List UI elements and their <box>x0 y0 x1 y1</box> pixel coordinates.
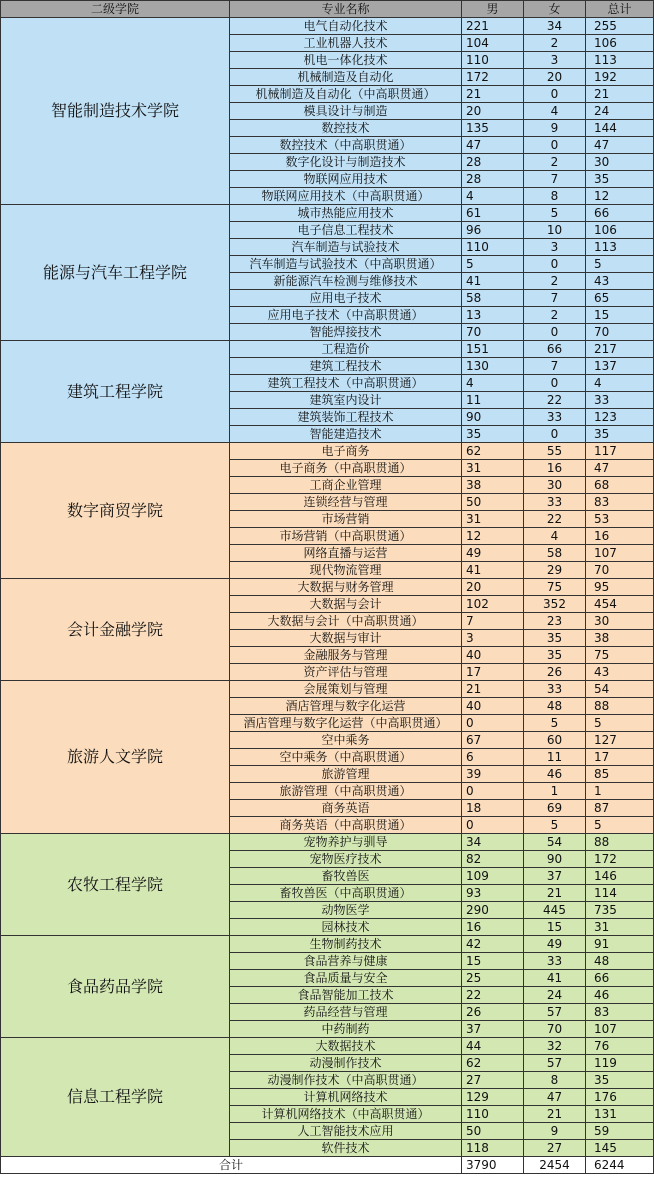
male-count: 0 <box>462 715 524 732</box>
female-count: 0 <box>524 137 586 154</box>
male-count: 15 <box>462 953 524 970</box>
major-name: 建筑室内设计 <box>230 392 462 409</box>
major-name: 物联网应用技术（中高职贯通） <box>230 188 462 205</box>
male-count: 44 <box>462 1038 524 1055</box>
total-count: 65 <box>586 290 654 307</box>
male-count: 31 <box>462 460 524 477</box>
total-count: 91 <box>586 936 654 953</box>
male-count: 28 <box>462 171 524 188</box>
total-count: 24 <box>586 103 654 120</box>
table-row <box>1 341 654 358</box>
major-name: 智能焊接技术 <box>230 324 462 341</box>
female-count: 37 <box>524 868 586 885</box>
total-count: 4 <box>586 375 654 392</box>
total-female: 2454 <box>524 1157 586 1174</box>
total-count: 88 <box>586 698 654 715</box>
total-count: 107 <box>586 1021 654 1038</box>
major-name: 汽车制造与试验技术 <box>230 239 462 256</box>
major-name: 数控技术 <box>230 120 462 137</box>
college-name: 旅游人文学院 <box>1 681 230 834</box>
male-count: 21 <box>462 86 524 103</box>
total-count: 12 <box>586 188 654 205</box>
male-count: 4 <box>462 375 524 392</box>
major-name: 动漫制作技术 <box>230 1055 462 1072</box>
major-name: 机电一体化技术 <box>230 52 462 69</box>
female-count: 27 <box>524 1140 586 1157</box>
female-count: 58 <box>524 545 586 562</box>
total-count: 106 <box>586 35 654 52</box>
female-count: 445 <box>524 902 586 919</box>
total-count: 176 <box>586 1089 654 1106</box>
female-count: 0 <box>524 375 586 392</box>
total-count: 127 <box>586 732 654 749</box>
college-name: 食品药品学院 <box>1 936 230 1038</box>
female-count: 26 <box>524 664 586 681</box>
total-count: 5 <box>586 256 654 273</box>
total-count: 35 <box>586 171 654 188</box>
male-count: 26 <box>462 1004 524 1021</box>
female-count: 5 <box>524 205 586 222</box>
total-count: 146 <box>586 868 654 885</box>
female-count: 24 <box>524 987 586 1004</box>
male-count: 93 <box>462 885 524 902</box>
male-count: 110 <box>462 239 524 256</box>
major-name: 电子信息工程技术 <box>230 222 462 239</box>
table-row <box>1 205 654 222</box>
major-name: 电气自动化技术 <box>230 18 462 35</box>
female-count: 49 <box>524 936 586 953</box>
college-name: 能源与汽车工程学院 <box>1 205 230 341</box>
total-count: 735 <box>586 902 654 919</box>
total-count: 35 <box>586 1072 654 1089</box>
female-count: 0 <box>524 256 586 273</box>
male-count: 4 <box>462 188 524 205</box>
male-count: 61 <box>462 205 524 222</box>
female-count: 2 <box>524 35 586 52</box>
female-count: 8 <box>524 188 586 205</box>
total-sum: 6244 <box>586 1157 654 1174</box>
male-count: 17 <box>462 664 524 681</box>
male-count: 27 <box>462 1072 524 1089</box>
male-count: 11 <box>462 392 524 409</box>
female-count: 34 <box>524 18 586 35</box>
major-name: 数控技术（中高职贯通） <box>230 137 462 154</box>
female-count: 47 <box>524 1089 586 1106</box>
female-count: 1 <box>524 783 586 800</box>
female-count: 23 <box>524 613 586 630</box>
header-female: 女 <box>524 1 586 18</box>
total-count: 35 <box>586 426 654 443</box>
total-count: 5 <box>586 715 654 732</box>
male-count: 151 <box>462 341 524 358</box>
total-count: 137 <box>586 358 654 375</box>
female-count: 0 <box>524 86 586 103</box>
total-row <box>1 1157 654 1174</box>
female-count: 32 <box>524 1038 586 1055</box>
male-count: 37 <box>462 1021 524 1038</box>
male-count: 50 <box>462 1123 524 1140</box>
major-name: 大数据技术 <box>230 1038 462 1055</box>
major-name: 工程造价 <box>230 341 462 358</box>
total-count: 43 <box>586 664 654 681</box>
male-count: 49 <box>462 545 524 562</box>
major-name: 建筑装饰工程技术 <box>230 409 462 426</box>
major-name: 计算机网络技术（中高职贯通） <box>230 1106 462 1123</box>
female-count: 7 <box>524 171 586 188</box>
female-count: 22 <box>524 392 586 409</box>
female-count: 0 <box>524 324 586 341</box>
female-count: 90 <box>524 851 586 868</box>
major-name: 资产评估与管理 <box>230 664 462 681</box>
major-name: 宠物医疗技术 <box>230 851 462 868</box>
total-count: 38 <box>586 630 654 647</box>
major-name: 网络直播与运营 <box>230 545 462 562</box>
male-count: 104 <box>462 35 524 52</box>
major-name: 食品智能加工技术 <box>230 987 462 1004</box>
total-count: 66 <box>586 970 654 987</box>
total-count: 30 <box>586 613 654 630</box>
total-count: 46 <box>586 987 654 1004</box>
male-count: 40 <box>462 698 524 715</box>
major-name: 园林技术 <box>230 919 462 936</box>
major-name: 工商企业管理 <box>230 477 462 494</box>
male-count: 110 <box>462 52 524 69</box>
male-count: 0 <box>462 783 524 800</box>
major-name: 动物医学 <box>230 902 462 919</box>
male-count: 62 <box>462 1055 524 1072</box>
major-name: 宠物养护与驯导 <box>230 834 462 851</box>
female-count: 352 <box>524 596 586 613</box>
female-count: 33 <box>524 953 586 970</box>
female-count: 30 <box>524 477 586 494</box>
female-count: 55 <box>524 443 586 460</box>
female-count: 2 <box>524 154 586 171</box>
female-count: 33 <box>524 409 586 426</box>
major-name: 计算机网络技术 <box>230 1089 462 1106</box>
male-count: 40 <box>462 647 524 664</box>
total-count: 117 <box>586 443 654 460</box>
female-count: 3 <box>524 239 586 256</box>
total-count: 255 <box>586 18 654 35</box>
total-count: 30 <box>586 154 654 171</box>
male-count: 25 <box>462 970 524 987</box>
male-count: 110 <box>462 1106 524 1123</box>
major-name: 大数据与会计（中高职贯通） <box>230 613 462 630</box>
female-count: 0 <box>524 426 586 443</box>
female-count: 4 <box>524 103 586 120</box>
major-name: 汽车制造与试验技术（中高职贯通） <box>230 256 462 273</box>
table-row <box>1 443 654 460</box>
total-count: 54 <box>586 681 654 698</box>
male-count: 70 <box>462 324 524 341</box>
major-name: 软件技术 <box>230 1140 462 1157</box>
college-name: 信息工程学院 <box>1 1038 230 1157</box>
total-count: 88 <box>586 834 654 851</box>
male-count: 35 <box>462 426 524 443</box>
major-name: 应用电子技术 <box>230 290 462 307</box>
table-row <box>1 936 654 953</box>
male-count: 62 <box>462 443 524 460</box>
total-count: 66 <box>586 205 654 222</box>
total-count: 87 <box>586 800 654 817</box>
total-count: 192 <box>586 69 654 86</box>
total-count: 85 <box>586 766 654 783</box>
total-count: 172 <box>586 851 654 868</box>
male-count: 102 <box>462 596 524 613</box>
major-name: 应用电子技术（中高职贯通） <box>230 307 462 324</box>
male-count: 5 <box>462 256 524 273</box>
male-count: 21 <box>462 681 524 698</box>
total-count: 59 <box>586 1123 654 1140</box>
female-count: 54 <box>524 834 586 851</box>
table-row <box>1 681 654 698</box>
major-name: 电子商务 <box>230 443 462 460</box>
male-count: 0 <box>462 817 524 834</box>
major-name: 城市热能应用技术 <box>230 205 462 222</box>
total-count: 107 <box>586 545 654 562</box>
major-name: 空中乘务 <box>230 732 462 749</box>
major-name: 物联网应用技术 <box>230 171 462 188</box>
total-count: 17 <box>586 749 654 766</box>
major-name: 金融服务与管理 <box>230 647 462 664</box>
major-name: 建筑工程技术 <box>230 358 462 375</box>
female-count: 60 <box>524 732 586 749</box>
major-name: 市场营销（中高职贯通） <box>230 528 462 545</box>
total-count: 83 <box>586 494 654 511</box>
major-name: 大数据与财务管理 <box>230 579 462 596</box>
female-count: 15 <box>524 919 586 936</box>
male-count: 82 <box>462 851 524 868</box>
female-count: 29 <box>524 562 586 579</box>
male-count: 41 <box>462 273 524 290</box>
header-major: 专业名称 <box>230 1 462 18</box>
table-row <box>1 18 654 35</box>
major-name: 大数据与会计 <box>230 596 462 613</box>
total-count: 113 <box>586 52 654 69</box>
total-count: 106 <box>586 222 654 239</box>
male-count: 221 <box>462 18 524 35</box>
male-count: 20 <box>462 103 524 120</box>
female-count: 7 <box>524 290 586 307</box>
female-count: 57 <box>524 1004 586 1021</box>
major-name: 药品经营与管理 <box>230 1004 462 1021</box>
major-name: 智能建造技术 <box>230 426 462 443</box>
major-name: 人工智能技术应用 <box>230 1123 462 1140</box>
female-count: 70 <box>524 1021 586 1038</box>
total-count: 1 <box>586 783 654 800</box>
major-name: 连锁经营与管理 <box>230 494 462 511</box>
total-count: 217 <box>586 341 654 358</box>
male-count: 47 <box>462 137 524 154</box>
total-count: 48 <box>586 953 654 970</box>
table-body <box>1 18 654 1157</box>
female-count: 35 <box>524 630 586 647</box>
major-name: 商务英语 <box>230 800 462 817</box>
total-count: 75 <box>586 647 654 664</box>
major-name: 商务英语（中高职贯通） <box>230 817 462 834</box>
total-count: 15 <box>586 307 654 324</box>
major-name: 市场营销 <box>230 511 462 528</box>
female-count: 9 <box>524 120 586 137</box>
total-count: 31 <box>586 919 654 936</box>
total-count: 123 <box>586 409 654 426</box>
total-label: 合计 <box>1 1157 462 1174</box>
male-count: 38 <box>462 477 524 494</box>
male-count: 96 <box>462 222 524 239</box>
male-count: 20 <box>462 579 524 596</box>
major-name: 旅游管理 <box>230 766 462 783</box>
female-count: 35 <box>524 647 586 664</box>
major-name: 食品质量与安全 <box>230 970 462 987</box>
total-count: 68 <box>586 477 654 494</box>
female-count: 33 <box>524 494 586 511</box>
male-count: 3 <box>462 630 524 647</box>
female-count: 20 <box>524 69 586 86</box>
female-count: 8 <box>524 1072 586 1089</box>
male-count: 7 <box>462 613 524 630</box>
male-count: 58 <box>462 290 524 307</box>
table-row <box>1 1038 654 1055</box>
male-count: 42 <box>462 936 524 953</box>
header-college: 二级学院 <box>1 1 230 18</box>
female-count: 4 <box>524 528 586 545</box>
major-name: 中药制药 <box>230 1021 462 1038</box>
female-count: 5 <box>524 715 586 732</box>
college-name: 农牧工程学院 <box>1 834 230 936</box>
female-count: 5 <box>524 817 586 834</box>
major-name: 数字化设计与制造技术 <box>230 154 462 171</box>
male-count: 16 <box>462 919 524 936</box>
female-count: 48 <box>524 698 586 715</box>
table-row <box>1 579 654 596</box>
female-count: 16 <box>524 460 586 477</box>
male-count: 34 <box>462 834 524 851</box>
major-name: 会展策划与管理 <box>230 681 462 698</box>
male-count: 67 <box>462 732 524 749</box>
male-count: 109 <box>462 868 524 885</box>
total-count: 16 <box>586 528 654 545</box>
female-count: 7 <box>524 358 586 375</box>
major-name: 动漫制作技术（中高职贯通） <box>230 1072 462 1089</box>
total-count: 47 <box>586 137 654 154</box>
total-count: 5 <box>586 817 654 834</box>
total-count: 454 <box>586 596 654 613</box>
total-count: 53 <box>586 511 654 528</box>
female-count: 11 <box>524 749 586 766</box>
total-count: 43 <box>586 273 654 290</box>
major-name: 机械制造及自动化（中高职贯通） <box>230 86 462 103</box>
college-name: 数字商贸学院 <box>1 443 230 579</box>
female-count: 46 <box>524 766 586 783</box>
male-count: 172 <box>462 69 524 86</box>
female-count: 22 <box>524 511 586 528</box>
male-count: 90 <box>462 409 524 426</box>
total-count: 144 <box>586 120 654 137</box>
header-male: 男 <box>462 1 524 18</box>
male-count: 6 <box>462 749 524 766</box>
major-name: 畜牧兽医（中高职贯通） <box>230 885 462 902</box>
female-count: 41 <box>524 970 586 987</box>
major-name: 旅游管理（中高职贯通） <box>230 783 462 800</box>
female-count: 69 <box>524 800 586 817</box>
female-count: 10 <box>524 222 586 239</box>
female-count: 75 <box>524 579 586 596</box>
female-count: 57 <box>524 1055 586 1072</box>
college-name: 会计金融学院 <box>1 579 230 681</box>
college-name: 建筑工程学院 <box>1 341 230 443</box>
total-count: 70 <box>586 324 654 341</box>
total-male: 3790 <box>462 1157 524 1174</box>
male-count: 28 <box>462 154 524 171</box>
female-count: 21 <box>524 885 586 902</box>
total-count: 76 <box>586 1038 654 1055</box>
major-name: 工业机器人技术 <box>230 35 462 52</box>
major-name: 大数据与审计 <box>230 630 462 647</box>
total-count: 33 <box>586 392 654 409</box>
male-count: 41 <box>462 562 524 579</box>
male-count: 290 <box>462 902 524 919</box>
total-count: 114 <box>586 885 654 902</box>
major-name: 空中乘务（中高职贯通） <box>230 749 462 766</box>
male-count: 13 <box>462 307 524 324</box>
major-name: 机械制造及自动化 <box>230 69 462 86</box>
college-name: 智能制造技术学院 <box>1 18 230 205</box>
female-count: 9 <box>524 1123 586 1140</box>
total-count: 113 <box>586 239 654 256</box>
table-row <box>1 834 654 851</box>
major-name: 电子商务（中高职贯通） <box>230 460 462 477</box>
major-name: 食品营养与健康 <box>230 953 462 970</box>
total-count: 83 <box>586 1004 654 1021</box>
female-count: 2 <box>524 307 586 324</box>
major-name: 建筑工程技术（中高职贯通） <box>230 375 462 392</box>
male-count: 129 <box>462 1089 524 1106</box>
male-count: 12 <box>462 528 524 545</box>
female-count: 66 <box>524 341 586 358</box>
header-total: 总计 <box>586 1 654 18</box>
total-count: 47 <box>586 460 654 477</box>
male-count: 18 <box>462 800 524 817</box>
major-name: 酒店管理与数字化运营 <box>230 698 462 715</box>
female-count: 33 <box>524 681 586 698</box>
major-name: 模具设计与制造 <box>230 103 462 120</box>
female-count: 2 <box>524 273 586 290</box>
total-count: 131 <box>586 1106 654 1123</box>
total-count: 21 <box>586 86 654 103</box>
male-count: 50 <box>462 494 524 511</box>
major-name: 生物制药技术 <box>230 936 462 953</box>
male-count: 130 <box>462 358 524 375</box>
major-name: 畜牧兽医 <box>230 868 462 885</box>
total-count: 119 <box>586 1055 654 1072</box>
total-count: 95 <box>586 579 654 596</box>
total-count: 145 <box>586 1140 654 1157</box>
male-count: 39 <box>462 766 524 783</box>
header-row <box>1 1 654 18</box>
major-name: 新能源汽车检测与维修技术 <box>230 273 462 290</box>
female-count: 3 <box>524 52 586 69</box>
total-count: 70 <box>586 562 654 579</box>
major-name: 现代物流管理 <box>230 562 462 579</box>
male-count: 31 <box>462 511 524 528</box>
major-name: 酒店管理与数字化运营（中高职贯通） <box>230 715 462 732</box>
female-count: 21 <box>524 1106 586 1123</box>
male-count: 118 <box>462 1140 524 1157</box>
male-count: 135 <box>462 120 524 137</box>
male-count: 22 <box>462 987 524 1004</box>
